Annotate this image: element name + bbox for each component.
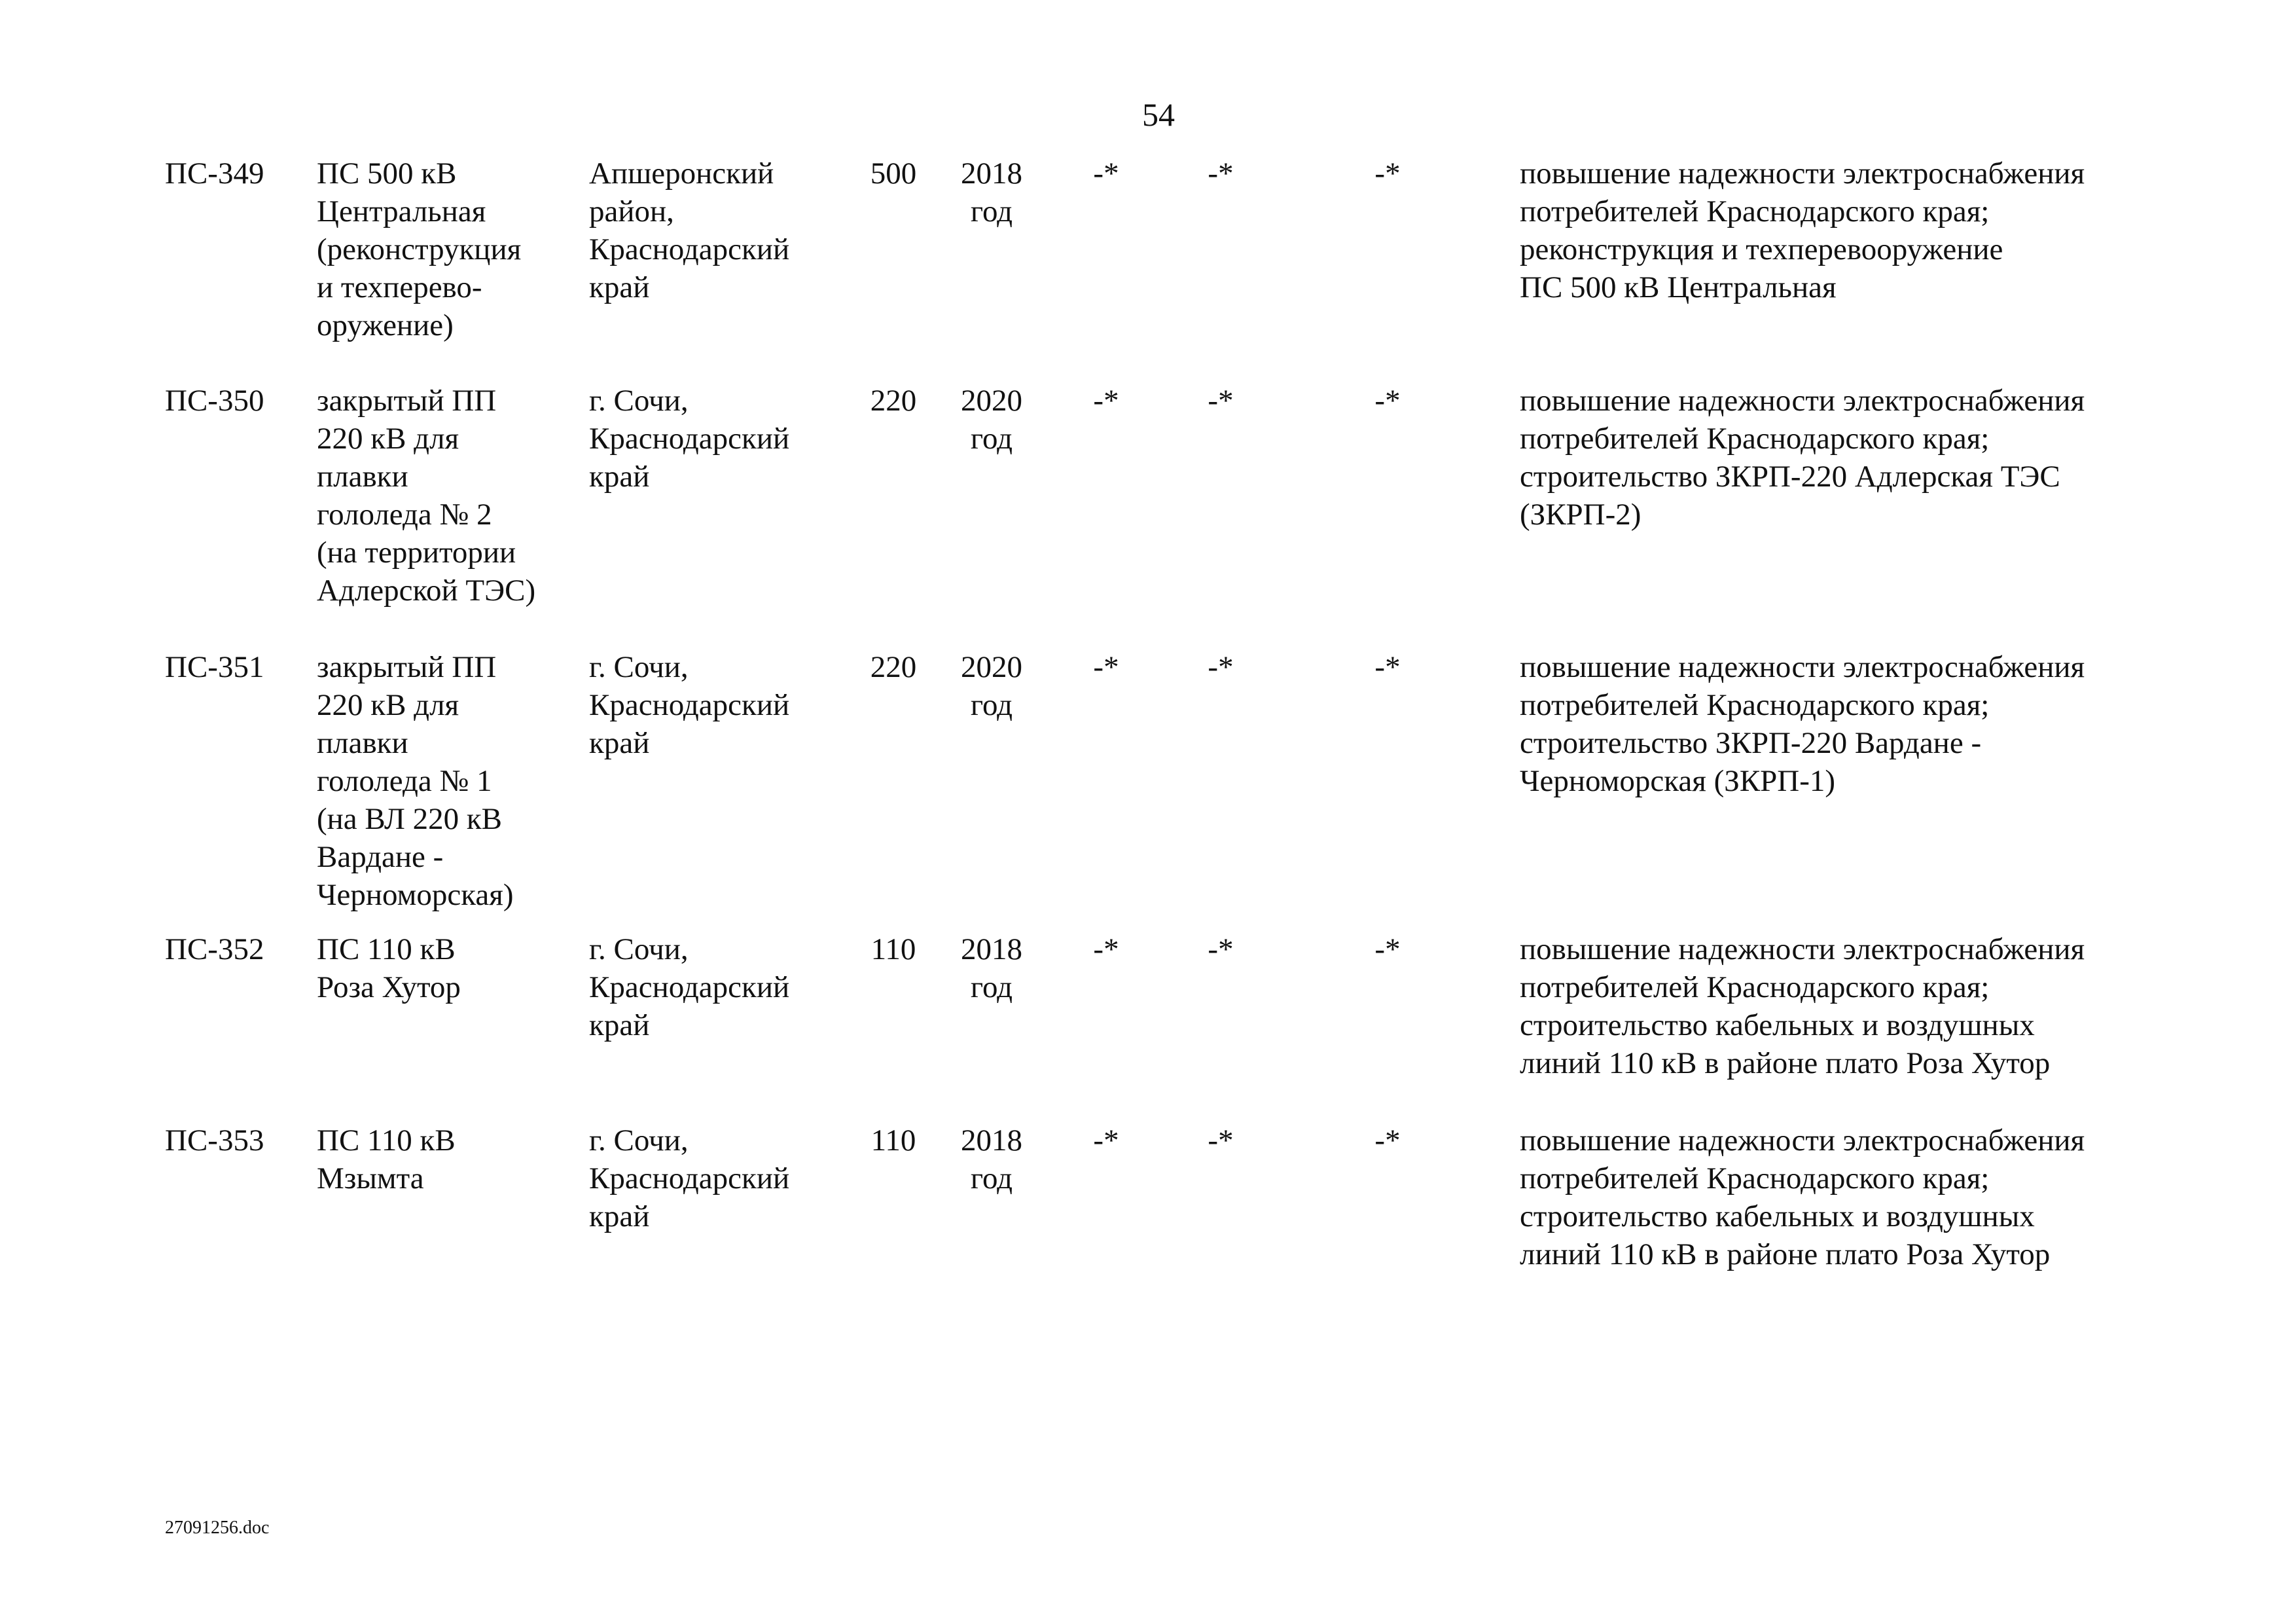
dash-value-2: -* <box>1208 1123 1234 1158</box>
voltage-kv: 220 <box>870 384 917 418</box>
dash-value-2: -* <box>1208 932 1234 966</box>
dash-value-3: -* <box>1374 1123 1401 1158</box>
commissioning-year: 2018 год <box>961 1123 1022 1195</box>
dash-value-3: -* <box>1374 384 1401 418</box>
object-code: ПС-351 <box>165 650 264 684</box>
dash-value-2: -* <box>1208 650 1234 684</box>
object-name: закрытый ПП 220 кВ для плавки гололеда № 2 (на территории Адлерской ТЭС) <box>317 384 536 608</box>
object-code: ПС-349 <box>165 156 264 191</box>
object-code: ПС-352 <box>165 932 264 966</box>
object-name: закрытый ПП 220 кВ для плавки гололеда № 1 (на ВЛ 220 кВ Вардане - Черноморская) <box>317 650 514 912</box>
object-purpose: повышение надежности электроснабжения потребителей Краснодарского края; реконструкция и техперевооружение ПС 500 кВ Центральная <box>1520 156 2085 304</box>
object-purpose: повышение надежности электроснабжения потребителей Краснодарского края; строительство кабельных и воздушных линий 110 кВ в районе плато Роза Хутор <box>1520 932 2085 1080</box>
object-name: ПС 110 кВ Роза Хутор <box>317 932 461 1004</box>
dash-value-2: -* <box>1208 156 1234 191</box>
dash-value-3: -* <box>1374 932 1401 966</box>
dash-value-1: -* <box>1093 932 1119 966</box>
dash-value-2: -* <box>1208 384 1234 418</box>
object-purpose: повышение надежности электроснабжения потребителей Краснодарского края; строительство ЗКРП-220 Вардане - Черноморская (ЗКРП-1) <box>1520 650 2085 798</box>
dash-value-3: -* <box>1374 156 1401 191</box>
object-location: г. Сочи, Краснодарский край <box>589 932 790 1042</box>
dash-value-1: -* <box>1093 650 1119 684</box>
dash-value-1: -* <box>1093 156 1119 191</box>
commissioning-year: 2018 год <box>961 932 1022 1004</box>
voltage-kv: 220 <box>870 650 917 684</box>
voltage-kv: 110 <box>870 1123 916 1158</box>
dash-value-1: -* <box>1093 1123 1119 1158</box>
object-code: ПС-350 <box>165 384 264 418</box>
object-location: г. Сочи, Краснодарский край <box>589 384 790 494</box>
object-location: г. Сочи, Краснодарский край <box>589 1123 790 1233</box>
commissioning-year: 2018 год <box>961 156 1022 228</box>
object-purpose: повышение надежности электроснабжения потребителей Краснодарского края; строительство ЗКРП-220 Адлерская ТЭС (ЗКРП-2) <box>1520 384 2085 532</box>
voltage-kv: 500 <box>870 156 917 191</box>
dash-value-3: -* <box>1374 650 1401 684</box>
object-purpose: повышение надежности электроснабжения потребителей Краснодарского края; строительство кабельных и воздушных линий 110 кВ в районе плато Роза Хутор <box>1520 1123 2085 1271</box>
voltage-kv: 110 <box>870 932 916 966</box>
object-name: ПС 110 кВ Мзымта <box>317 1123 456 1195</box>
commissioning-year: 2020 год <box>961 650 1022 722</box>
page-number: 54 <box>1142 96 1175 133</box>
document-filename: 27091256.doc <box>165 1518 270 1538</box>
dash-value-1: -* <box>1093 384 1119 418</box>
object-location: Апшеронский район, Краснодарский край <box>589 156 790 304</box>
object-code: ПС-353 <box>165 1123 264 1158</box>
object-location: г. Сочи, Краснодарский край <box>589 650 790 760</box>
commissioning-year: 2020 год <box>961 384 1022 456</box>
object-name: ПС 500 кВ Центральная (реконструкция и техперево- оружение) <box>317 156 522 342</box>
